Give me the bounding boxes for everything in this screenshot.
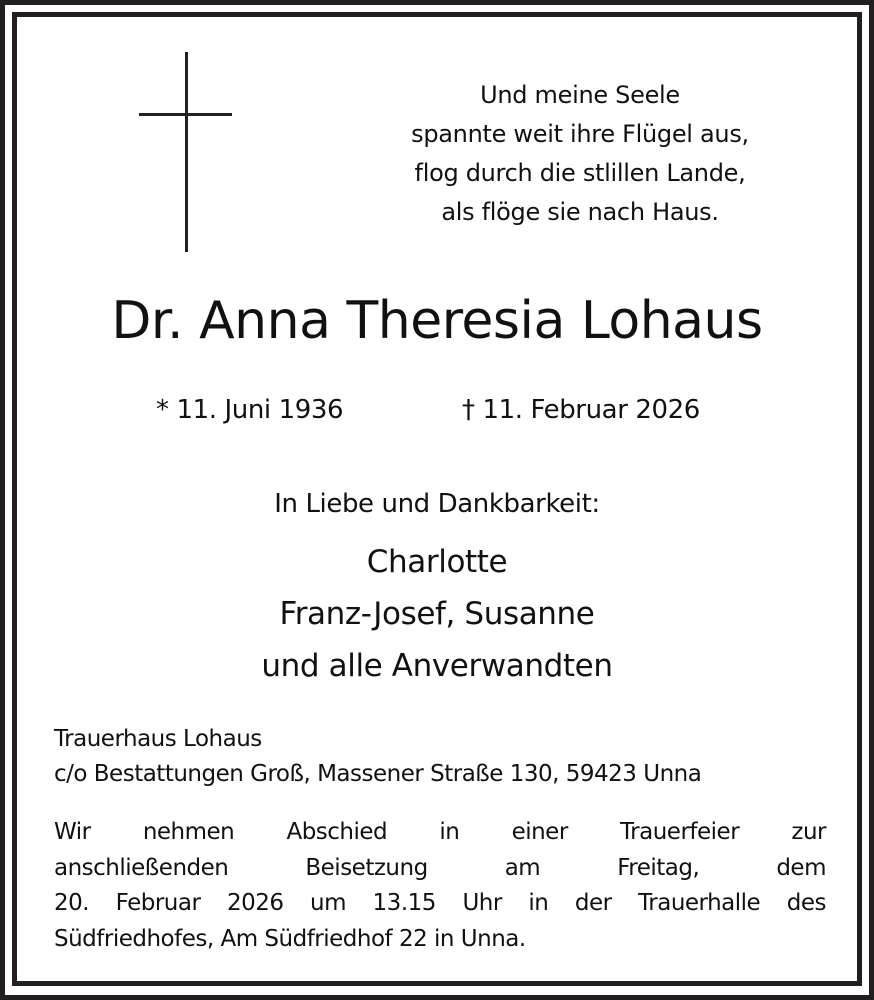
notice-word: am: [504, 854, 541, 881]
mourner-line: und alle Anverwandten: [261, 648, 613, 684]
notice-word: Wir: [54, 819, 91, 845]
notice-line: [54, 815, 826, 851]
mourning-house-address: [54, 722, 826, 792]
notice-word: um: [310, 890, 347, 916]
notice-word: einer: [511, 819, 568, 845]
funeral-notice: [54, 815, 826, 957]
notice-word: 20.: [54, 890, 90, 916]
notice-word: 2026: [226, 890, 284, 916]
notice-word: Februar: [115, 890, 201, 916]
notice-line: [54, 886, 826, 922]
notice-word: nehmen: [142, 819, 235, 845]
death-date: † 11. Februar 2026: [462, 395, 700, 425]
notice-word: Beisetzung: [305, 854, 428, 881]
latin-cross-icon: [139, 52, 232, 252]
cross-vertical-bar: [185, 52, 188, 252]
mourner-line: Franz-Josef, Susanne: [279, 596, 595, 632]
notice-word: Abschied: [286, 819, 388, 845]
notice-line-last: Südfriedhofes, Am Südfriedhof 22 in Unna.: [54, 925, 526, 952]
notice-word: des: [786, 890, 826, 916]
cross-horizontal-bar: [139, 113, 232, 116]
memorial-verse: [370, 76, 790, 232]
notice-word: der: [574, 890, 612, 916]
notice-word: 13.15: [372, 890, 436, 916]
verse-line: Und meine Seele: [480, 81, 680, 109]
notice-line: [54, 851, 826, 887]
notice-word: dem: [776, 854, 826, 881]
notice-word: in: [528, 890, 549, 916]
mourning-house: Trauerhaus Lohaus: [54, 726, 262, 752]
birth-date: * 11. Juni 1936: [156, 395, 344, 425]
mourner-line: Charlotte: [366, 544, 508, 580]
deceased-name: Dr. Anna Theresia Lohaus: [111, 291, 763, 351]
notice-word: Uhr: [462, 890, 502, 916]
notice-word: Trauerhalle: [638, 890, 761, 916]
care-of-address: c/o Bestattungen Groß, Massener Straße 130, 59423 Unna: [54, 761, 702, 787]
verse-line: flog durch die stlillen Lande,: [414, 159, 746, 187]
notice-word: in: [439, 819, 460, 845]
notice-word: zur: [791, 819, 826, 845]
notice-word: anschließenden: [54, 854, 229, 881]
thanks-heading: In Liebe und Dankbarkeit:: [274, 489, 600, 519]
verse-line: spannte weit ihre Flügel aus,: [411, 120, 749, 148]
mourners-list: [0, 536, 874, 692]
notice-word: Trauerfeier: [620, 819, 740, 845]
verse-line: als flöge sie nach Haus.: [441, 198, 719, 226]
notice-word: Freitag,: [617, 854, 700, 881]
